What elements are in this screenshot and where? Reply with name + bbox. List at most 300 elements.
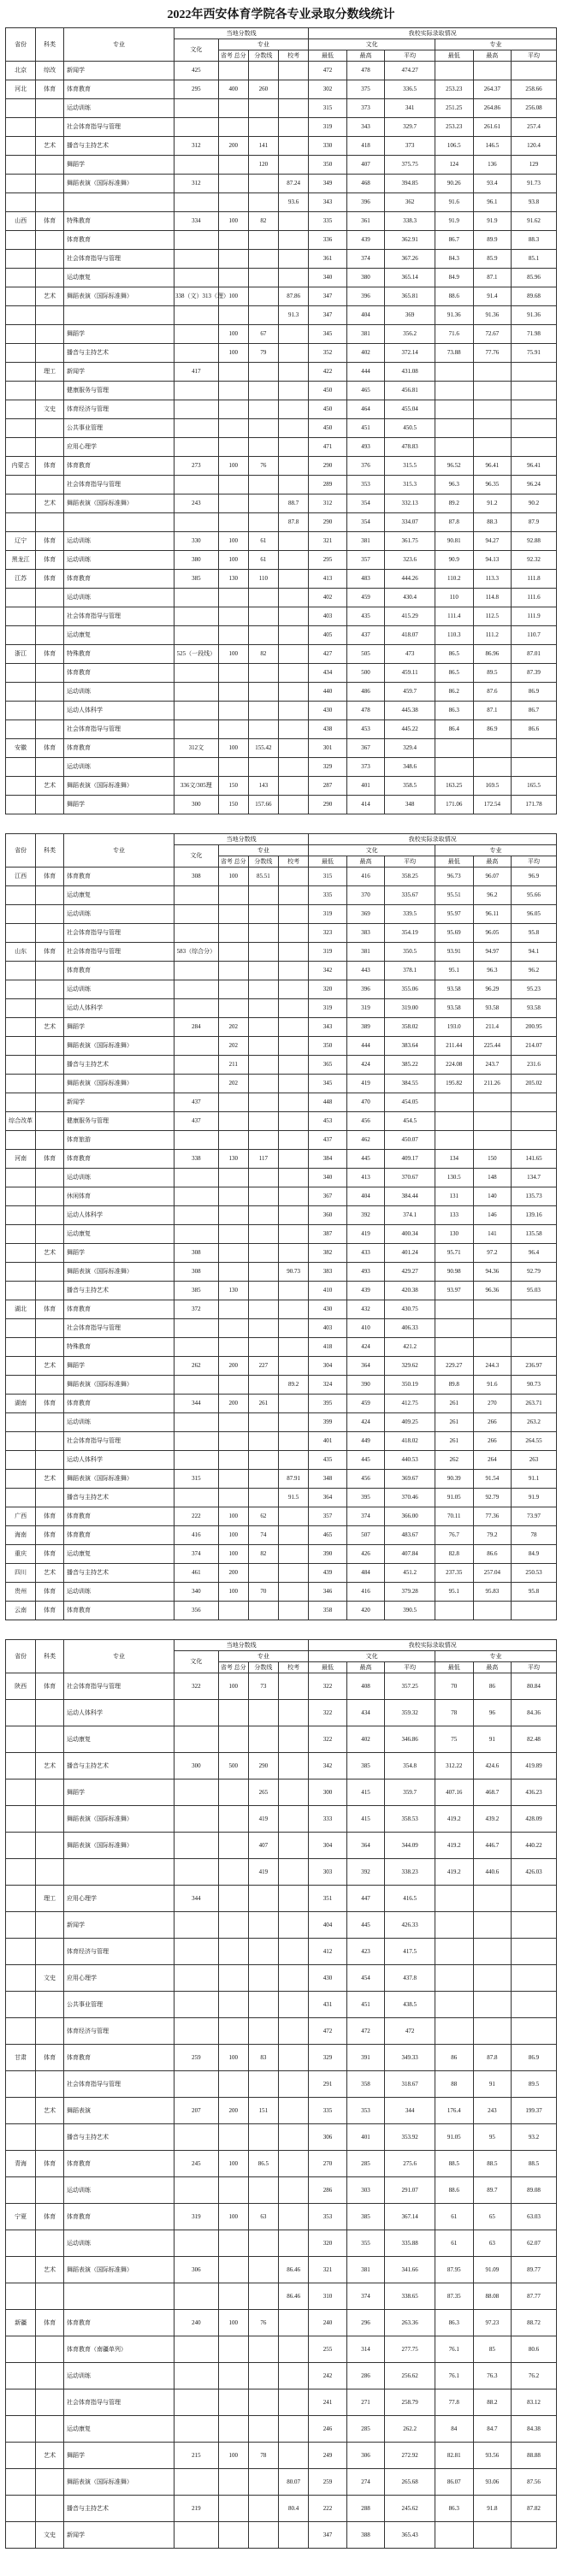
cell-exam-total [218,683,248,702]
cell-spec-avg: 63.03 [512,2204,557,2230]
cell-spec-avg: 93.58 [512,999,557,1018]
cell-exam-total: 100 [218,457,248,476]
cell-school-exam: 87.24 [279,175,309,193]
header-total: 省考 总分 [218,50,248,62]
cell-province [6,2257,36,2283]
table-row [6,980,557,999]
header-stat-1: 最高 [346,856,385,868]
cell-province [6,1753,36,1780]
cell-school-exam: 80.4 [279,2496,309,2522]
header-school-exam: 校考 [279,1662,309,1673]
cell-culture-line: 295 [175,80,219,99]
cell-school-exam [279,2204,309,2230]
cell-culture-line [175,419,219,438]
cell-culture-min: 312 [309,494,347,513]
cell-culture-min: 330 [309,137,347,156]
header-category: 科类 [36,1640,64,1673]
cell-culture-avg: 341.66 [385,2257,435,2283]
cell-exam-total: 100 [218,1673,248,1700]
cell-spec-min [435,1965,473,1992]
cell-culture-avg: 245.62 [385,2496,435,2522]
cell-exam-total [218,1833,248,1859]
cell-spec-avg: 258.66 [512,80,557,99]
cell-split-line [248,1112,278,1131]
cell-major: 运动训练 [64,905,175,924]
cell-culture-avg: 367.14 [385,2204,435,2230]
cell-exam-total [218,1169,248,1187]
cell-spec-avg: 436.23 [512,1780,557,1806]
cell-culture-avg: 412.75 [385,1395,435,1413]
cell-culture-line: 344 [175,1886,219,1912]
score-table-block [5,833,557,1620]
cell-spec-avg: 87.56 [512,2469,557,2496]
cell-culture-min: 320 [309,980,347,999]
cell-major: 舞蹈表演（国际标准舞） [64,2257,175,2283]
table-row [6,1319,557,1338]
cell-culture-line [175,382,219,400]
cell-split-line [248,118,278,137]
cell-category [36,2071,64,2098]
cell-culture-max: 271 [346,2389,385,2416]
cell-major: 新闻学 [64,62,175,80]
cell-culture-line [175,1489,219,1507]
table-row [6,796,557,814]
cell-category [36,1780,64,1806]
cell-spec-max [473,758,512,777]
cell-culture-line: 319 [175,2204,219,2230]
cell-split-line [248,476,278,494]
cell-province [6,1263,36,1282]
cell-culture-max: 418 [346,137,385,156]
cell-major: 运动训练 [64,589,175,607]
cell-exam-total [218,1859,248,1886]
cell-culture-min: 255 [309,2336,347,2363]
cell-spec-max: 94.97 [473,943,512,962]
cell-split-line [248,962,278,980]
cell-culture-min: 290 [309,796,347,814]
table-row [6,1545,557,1564]
cell-category [36,980,64,999]
cell-spec-min: 95.69 [435,924,473,943]
cell-spec-max [473,1912,512,1939]
cell-spec-max: 93.58 [473,999,512,1018]
cell-culture-min: 430 [309,1965,347,1992]
cell-province [6,494,36,513]
cell-split-line [248,1413,278,1432]
cell-spec-avg: 87.39 [512,664,557,683]
cell-exam-total [218,476,248,494]
cell-spec-avg [512,1300,557,1319]
table-row [6,2522,557,2549]
cell-culture-line: 215 [175,2443,219,2469]
cell-spec-max [473,363,512,382]
table-row [6,683,557,702]
cell-exam-total [218,1726,248,1753]
cell-culture-min: 404 [309,1912,347,1939]
cell-spec-avg: 93.8 [512,193,557,212]
cell-province [6,777,36,796]
cell-category [36,476,64,494]
cell-culture-line [175,886,219,905]
header-stat-5: 平均 [512,50,557,62]
cell-culture-avg: 418.07 [385,626,435,645]
cell-split-line [248,2257,278,2283]
cell-spec-avg: 96.4 [512,1244,557,1263]
cell-culture-max: 483 [346,570,385,589]
table-row [6,1225,557,1244]
cell-culture-avg: 336.5 [385,80,435,99]
cell-spec-min: 87.8 [435,513,473,532]
cell-province [6,1206,36,1225]
header-stat-3: 最低 [435,1662,473,1673]
cell-exam-total [218,1939,248,1965]
cell-spec-max: 96.35 [473,476,512,494]
cell-culture-avg: 415.29 [385,607,435,626]
cell-province [6,1338,36,1357]
cell-split-line [248,1965,278,1992]
cell-category [36,1056,64,1075]
cell-exam-total [218,1187,248,1206]
cell-exam-total [218,1244,248,1263]
cell-spec-max: 264 [473,1451,512,1470]
cell-culture-line [175,269,219,287]
cell-school-exam [279,962,309,980]
cell-province [6,1939,36,1965]
cell-spec-avg: 264.55 [512,1432,557,1451]
cell-spec-min [435,1886,473,1912]
cell-category: 体育 [36,1150,64,1169]
cell-spec-min: 93.97 [435,1282,473,1300]
cell-major: 运动训练 [64,99,175,118]
table-row [6,607,557,626]
cell-category: 体育 [36,2151,64,2177]
cell-split-line [248,758,278,777]
cell-province: 云南 [6,1602,36,1620]
cell-spec-avg: 263.71 [512,1395,557,1413]
cell-spec-min: 86.4 [435,720,473,739]
cell-spec-avg: 165.5 [512,777,557,796]
cell-split-line: 82 [248,1545,278,1564]
cell-culture-min: 439 [309,1564,347,1583]
cell-school-exam: 87.8 [279,513,309,532]
cell-culture-min: 418 [309,1338,347,1357]
cell-culture-line [175,2363,219,2389]
cell-spec-max: 65 [473,2204,512,2230]
cell-culture-avg: 341 [385,99,435,118]
cell-school-exam [279,419,309,438]
cell-culture-avg: 358.5 [385,777,435,796]
cell-culture-min: 287 [309,777,347,796]
cell-culture-line [175,2177,219,2204]
cell-school-exam [279,1150,309,1169]
cell-culture-max: 426 [346,1545,385,1564]
cell-culture-min: 340 [309,1169,347,1187]
cell-culture-line [175,1169,219,1187]
cell-province [6,1470,36,1489]
cell-culture-line [175,1833,219,1859]
cell-category [36,1413,64,1432]
cell-school-exam [279,551,309,570]
cell-culture-line: 259 [175,2045,219,2071]
cell-spec-avg [512,1112,557,1131]
cell-split-line: 83 [248,2045,278,2071]
cell-culture-min: 345 [309,325,347,344]
cell-culture-max: 416 [346,1583,385,1602]
cell-major: 运动训练 [64,2177,175,2204]
cell-category [36,924,64,943]
cell-major: 体育教育 [64,1150,175,1169]
cell-culture-avg: 335.67 [385,886,435,905]
cell-spec-max: 87.1 [473,702,512,720]
cell-culture-max: 456 [346,1112,385,1131]
header-province: 省份 [6,28,36,62]
cell-culture-line: 338 [175,1150,219,1169]
cell-spec-avg: 96.2 [512,962,557,980]
cell-spec-max: 113.3 [473,570,512,589]
cell-culture-max: 439 [346,231,385,250]
cell-culture-line [175,1075,219,1093]
cell-school-exam [279,457,309,476]
cell-category [36,886,64,905]
cell-exam-total [218,886,248,905]
cell-spec-min: 407.16 [435,1780,473,1806]
header-school-exam: 校考 [279,50,309,62]
header-stat-5: 平均 [512,1662,557,1673]
cell-major: 播音与主持艺术 [64,1489,175,1507]
cell-exam-total [218,382,248,400]
cell-category: 艺术 [36,1753,64,1780]
cell-category: 体育 [36,1395,64,1413]
cell-category: 理工 [36,1886,64,1912]
cell-spec-min: 95.1 [435,1583,473,1602]
cell-spec-avg: 91.9 [512,1489,557,1507]
cell-culture-avg: 440.53 [385,1451,435,1470]
cell-culture-max: 390 [346,1376,385,1395]
cell-culture-max: 396 [346,287,385,306]
cell-culture-avg: 384.44 [385,1187,435,1206]
cell-split-line [248,683,278,702]
cell-split-line [248,2496,278,2522]
cell-school-exam [279,438,309,457]
header-stat-1: 最高 [346,1662,385,1673]
table-row [6,532,557,551]
cell-category: 体育 [36,1526,64,1545]
cell-province: 综合改革 [6,1112,36,1131]
cell-culture-min: 367 [309,1187,347,1206]
table-row [6,720,557,739]
cell-spec-min: 124 [435,156,473,175]
cell-culture-max: 404 [346,306,385,325]
cell-spec-avg: 86.9 [512,683,557,702]
table-row [6,2151,557,2177]
cell-culture-min: 270 [309,2151,347,2177]
header-culture: 文化 [175,845,219,868]
cell-exam-total: 500 [218,1753,248,1780]
cell-culture-line [175,438,219,457]
cell-culture-avg: 329.7 [385,118,435,137]
cell-culture-avg: 323.6 [385,551,435,570]
table-row [6,2416,557,2443]
cell-spec-min: 224.08 [435,1056,473,1075]
cell-culture-avg: 429.27 [385,1263,435,1282]
cell-spec-max: 96.05 [473,924,512,943]
cell-culture-min: 384 [309,1150,347,1169]
cell-category [36,1376,64,1395]
table-row [6,2071,557,2098]
header-total: 省考 总分 [218,1662,248,1673]
cell-spec-max: 79.2 [473,1526,512,1545]
cell-category [36,325,64,344]
cell-split-line [248,1886,278,1912]
score-table-block [5,27,557,814]
cell-spec-avg: 250.53 [512,1564,557,1583]
cell-culture-max: 385 [346,1753,385,1780]
table-row [6,868,557,886]
cell-culture-line [175,1780,219,1806]
cell-split-line: 78 [248,2443,278,2469]
cell-culture-min: 242 [309,2363,347,2389]
cell-school-exam [279,702,309,720]
cell-culture-min: 430 [309,702,347,720]
cell-split-line [248,905,278,924]
cell-spec-max: 96 [473,1700,512,1726]
header-stat-0: 最低 [309,1662,347,1673]
cell-school-exam [279,2177,309,2204]
cell-culture-min: 286 [309,2177,347,2204]
cell-school-exam [279,137,309,156]
cell-spec-avg: 205.02 [512,1075,557,1093]
cell-category [36,1338,64,1357]
cell-school-exam [279,1018,309,1037]
cell-culture-max: 314 [346,2336,385,2363]
cell-spec-max: 94.27 [473,532,512,551]
cell-major: 播音与主持艺术 [64,1564,175,1583]
cell-culture-min: 437 [309,1131,347,1150]
cell-exam-total [218,2522,248,2549]
cell-school-exam [279,2443,309,2469]
cell-culture-max: 361 [346,212,385,231]
cell-spec-avg: 111.6 [512,589,557,607]
cell-exam-total [218,513,248,532]
header-actual-culture: 文化 [309,39,435,50]
cell-category [36,175,64,193]
cell-spec-avg: 263.2 [512,1413,557,1432]
cell-spec-max: 96.29 [473,980,512,999]
table-row [6,1131,557,1150]
cell-spec-avg: 85.1 [512,250,557,269]
cell-major: 体育经济与管理 [64,1939,175,1965]
cell-category [36,2416,64,2443]
cell-culture-max: 401 [346,777,385,796]
cell-school-exam [279,1833,309,1859]
cell-category [36,2496,64,2522]
cell-spec-avg: 80.84 [512,1673,557,1700]
cell-culture-line [175,344,219,363]
cell-exam-total [218,1263,248,1282]
cell-culture-min: 319 [309,118,347,137]
header-split: 分数线 [248,1662,278,1673]
cell-culture-line: 461 [175,1564,219,1583]
cell-spec-max [473,1338,512,1357]
cell-spec-min: 90.81 [435,532,473,551]
cell-split-line [248,306,278,325]
table-row [6,1700,557,1726]
cell-split-line [248,2124,278,2151]
cell-culture-min: 342 [309,1753,347,1780]
cell-culture-avg: 354.8 [385,1753,435,1780]
cell-province [6,269,36,287]
cell-spec-max: 93.56 [473,2443,512,2469]
cell-culture-avg: 372.14 [385,344,435,363]
cell-spec-max: 141 [473,1225,512,1244]
cell-spec-min: 84 [435,2416,473,2443]
cell-school-exam [279,1507,309,1526]
cell-culture-max: 395 [346,1489,385,1507]
cell-exam-total: 200 [218,1395,248,1413]
cell-school-exam [279,2389,309,2416]
cell-spec-avg [512,1886,557,1912]
cell-culture-avg: 384.55 [385,1075,435,1093]
cell-major: 运动人体科学 [64,1451,175,1470]
cell-spec-max: 89.9 [473,231,512,250]
cell-spec-avg: 76.2 [512,2363,557,2389]
cell-culture-min: 329 [309,758,347,777]
cell-exam-total [218,2416,248,2443]
table-row [6,2389,557,2416]
cell-culture-max: 355 [346,2230,385,2257]
cell-split-line [248,438,278,457]
cell-culture-max: 374 [346,1507,385,1526]
cell-culture-max: 449 [346,1432,385,1451]
cell-culture-min: 430 [309,1300,347,1319]
cell-spec-min: 90.98 [435,1263,473,1282]
cell-category [36,683,64,702]
cell-spec-max: 84.7 [473,2416,512,2443]
cell-province [6,1093,36,1112]
cell-culture-line [175,1432,219,1451]
cell-culture-max: 383 [346,924,385,943]
cell-culture-avg: 472 [385,2018,435,2045]
cell-culture-line [175,2283,219,2310]
cell-province [6,1018,36,1037]
cell-province [6,193,36,212]
table-row [6,1432,557,1451]
cell-spec-min: 163.25 [435,777,473,796]
cell-spec-max: 136 [473,156,512,175]
cell-spec-max: 89.7 [473,2177,512,2204]
cell-category [36,1187,64,1206]
cell-culture-avg: 456.81 [385,382,435,400]
cell-province [6,2443,36,2469]
cell-spec-avg: 80.6 [512,2336,557,2363]
score-table [5,833,557,1620]
cell-culture-max: 435 [346,607,385,626]
cell-split-line [248,702,278,720]
cell-split-line [248,1564,278,1583]
cell-category [36,702,64,720]
table-row [6,1056,557,1075]
cell-exam-total [218,1093,248,1112]
cell-major: 体育教育 [64,739,175,758]
cell-culture-line [175,2018,219,2045]
cell-culture-min: 350 [309,156,347,175]
cell-culture-min: 249 [309,2443,347,2469]
cell-school-exam [279,2071,309,2098]
cell-province [6,2336,36,2363]
cell-split-line [248,1225,278,1244]
cell-province [6,1912,36,1939]
header-stat-2: 平均 [385,856,435,868]
